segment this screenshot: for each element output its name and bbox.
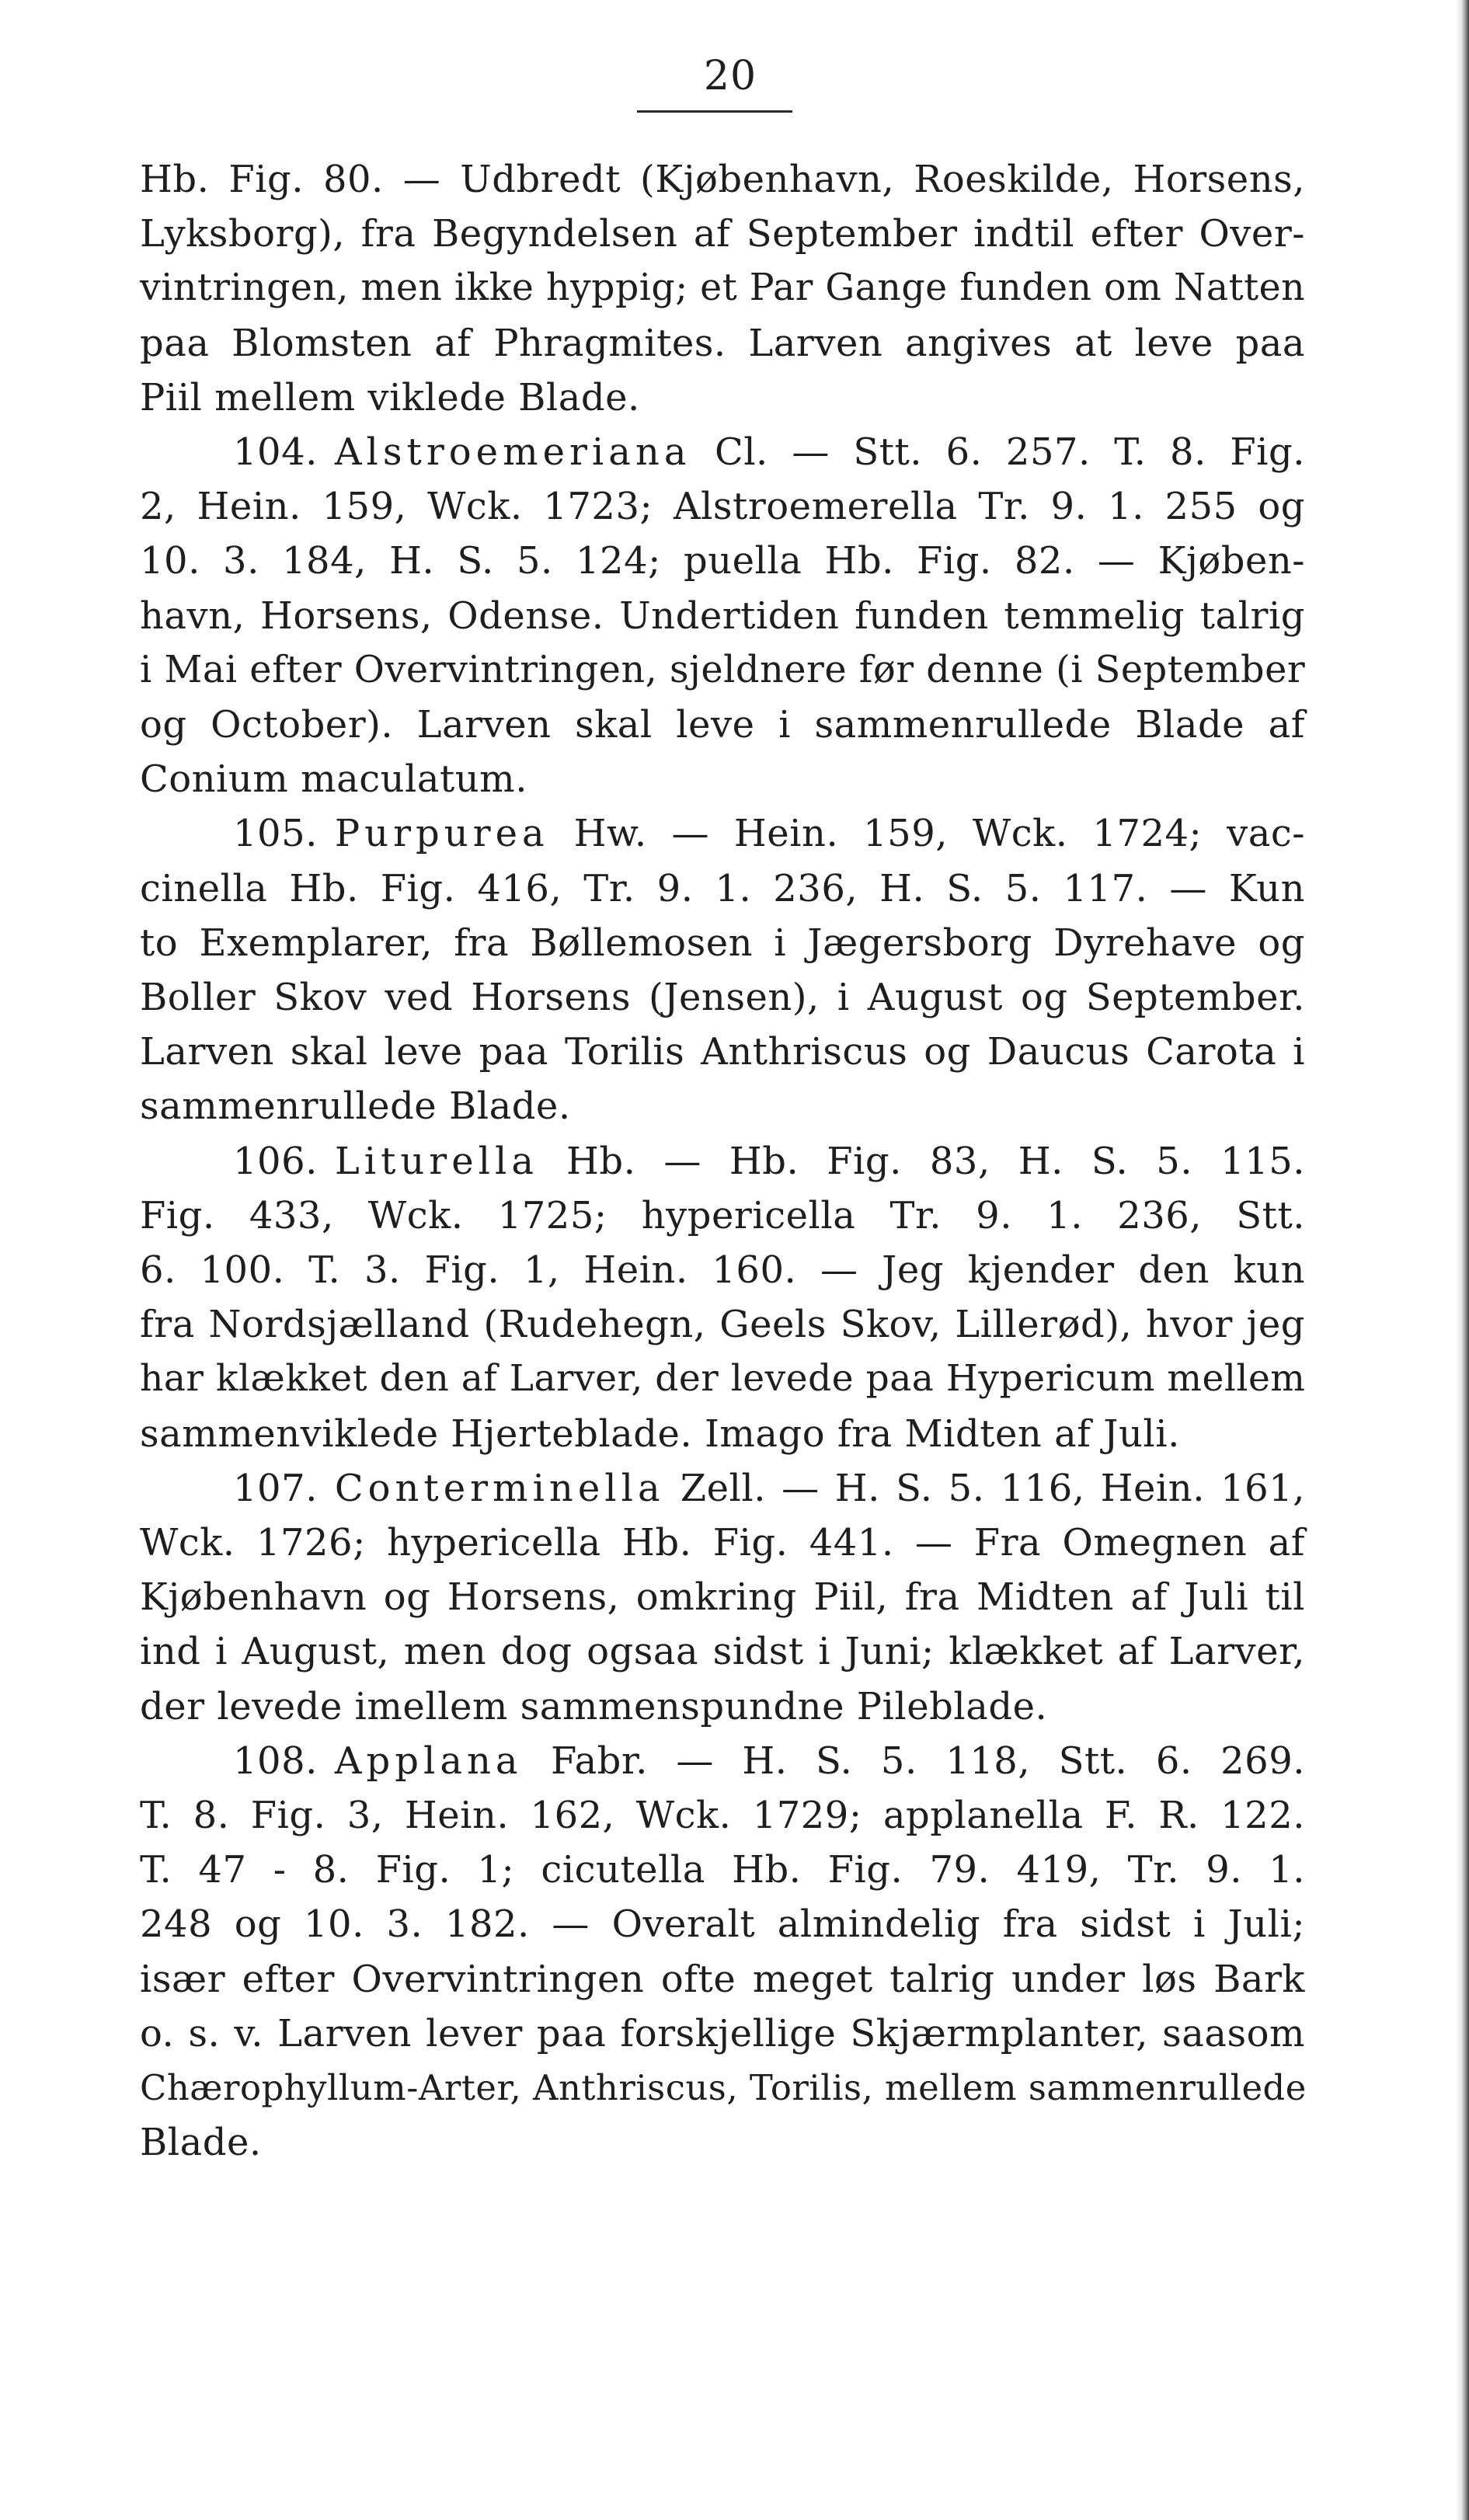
- page-number: 20: [703, 53, 757, 99]
- line-text: Boller Skov ved Horsens (Jensen), i August og September.: [140, 976, 1305, 1019]
- entry-number: 104.: [233, 430, 318, 474]
- text-line: [140, 316, 1305, 371]
- line-text: o. s. v. Larven lever paa forskjellige Skjærmplanter, saasom: [140, 2012, 1305, 2055]
- line-text: Cl. — Stt. 6. 257. T. 8. Fig.: [714, 430, 1306, 474]
- line-text: Kjøbenhavn og Horsens, omkring Piil, fra Midten af Juli til: [140, 1575, 1305, 1619]
- page-number-rule: [637, 110, 792, 113]
- line-text: har klækket den af Larver, der levede paa Hypericum mellem: [140, 1357, 1306, 1400]
- line-text: vintringen, men ikke hyppig; et Par Gange funden om Natten: [140, 266, 1306, 309]
- line-text: i Mai efter Overvintringen, sjeldnere før denne (i September: [140, 649, 1306, 691]
- line-text: 6. 100. T. 3. Fig. 1, Hein. 160. — Jeg kjender den kun: [140, 1248, 1305, 1292]
- line-text: havn, Horsens, Odense. Undertiden funden temmelig talrig: [140, 594, 1305, 638]
- text-line: [140, 1516, 1305, 1570]
- line-text: 10. 3. 184, H. S. 5. 124; puella Hb. Fig. 82. — Kjøben-: [140, 539, 1305, 583]
- line-text: Chærophyllum-Arter, Anthriscus, Torilis, mellem sammenrullede: [140, 2067, 1307, 2108]
- text-line: [140, 1189, 1305, 1243]
- text-line: [140, 479, 1305, 534]
- text-line: [140, 643, 1305, 698]
- species-name: Conterminella: [334, 1467, 665, 1510]
- line-text: to Exemplarer, fra Bøllemosen i Jægersborg Dyrehave og: [140, 921, 1305, 965]
- text-line: [140, 1079, 1305, 1133]
- text-line: [140, 698, 1305, 752]
- species-name: Liturella: [334, 1140, 538, 1183]
- line-text: 248 og 10. 3. 182. — Overalt almindelig fra sidst i Juli;: [140, 1902, 1305, 1946]
- text-line: [140, 261, 1305, 315]
- line-text: Larven skal leve paa Torilis Anthriscus og Daucus Carota i: [140, 1030, 1305, 1074]
- line-text: Fabr. — H. S. 5. 118, Stt. 6. 269.: [551, 1739, 1305, 1783]
- text-line: [140, 1461, 1305, 1516]
- line-text: der levede imellem sammenspundne Pileblade.: [140, 1685, 1048, 1728]
- line-text: Hb. Fig. 80. — Udbredt (Kjøbenhavn, Roeskilde, Horsens,: [140, 158, 1305, 201]
- text-line: [140, 152, 1305, 207]
- text-line: [140, 1788, 1305, 1843]
- line-text: Conium maculatum.: [140, 757, 527, 801]
- species-name: Alstroemeriana: [334, 430, 691, 474]
- text-line: [140, 1297, 1305, 1352]
- line-text: sammenviklede Hjerteblade. Imago fra Midten af Juli.: [140, 1412, 1180, 1456]
- text-line: [140, 806, 1305, 861]
- species-name: Purpurea: [334, 812, 549, 855]
- line-text: Hw. — Hein. 159, Wck. 1724; vac-: [573, 812, 1305, 855]
- text-line: [140, 1243, 1305, 1297]
- line-text: Fig. 433, Wck. 1725; hypericella Tr. 9. 1. 236, Stt.: [140, 1194, 1305, 1237]
- line-text: fra Nordsjælland (Rudehegn, Geels Skov, Lillerød), hvor jeg: [140, 1303, 1305, 1346]
- text-line: [140, 1734, 1305, 1788]
- line-text: især efter Overvintringen ofte meget talrig under løs Bark: [140, 1958, 1305, 2001]
- text-line: [140, 1025, 1305, 1079]
- text-line: [140, 1897, 1305, 1951]
- text-line: [140, 1952, 1305, 2007]
- line-text: sammenrullede Blade.: [140, 1084, 571, 1128]
- line-text: ind i August, men dog ogsaa sidst i Juni; klækket af Larver,: [140, 1630, 1305, 1673]
- page-edge-shadow: [1455, 0, 1469, 2520]
- line-text: Zell. — H. S. 5. 116, Hein. 161,: [680, 1467, 1305, 1510]
- species-name: Applana: [334, 1739, 523, 1783]
- line-text: og October). Larven skal leve i sammenrullede Blade af: [140, 703, 1305, 747]
- text-line: [140, 752, 1305, 806]
- line-text: Wck. 1726; hypericella Hb. Fig. 441. — Fra Omegnen af: [140, 1521, 1305, 1565]
- line-text: T. 47 - 8. Fig. 1; cicutella Hb. Fig. 79. 419, Tr. 9. 1.: [140, 1848, 1305, 1892]
- line-text: cinella Hb. Fig. 416, Tr. 9. 1. 236, H. S. 5. 117. — Kun: [140, 867, 1305, 910]
- text-line: [140, 1843, 1305, 1897]
- line-text: Piil mellem viklede Blade.: [140, 376, 640, 419]
- text-line: [140, 589, 1305, 643]
- entry-number: 107.: [233, 1467, 318, 1510]
- entry-number: 108.: [233, 1739, 318, 1783]
- text-line: [140, 207, 1305, 261]
- text-line: [140, 2061, 1305, 2115]
- text-line: [140, 970, 1305, 1025]
- line-text: 2, Hein. 159, Wck. 1723; Alstroemerella Tr. 9. 1. 255 og: [140, 485, 1305, 528]
- text-line: [140, 1624, 1305, 1679]
- text-line: [140, 1134, 1305, 1189]
- text-line: [140, 371, 1305, 425]
- line-text: Hb. — Hb. Fig. 83, H. S. 5. 115.: [566, 1140, 1305, 1183]
- text-line: [140, 1570, 1305, 1624]
- text-line: [140, 1679, 1305, 1734]
- text-line: [140, 916, 1305, 970]
- text-line: [140, 1352, 1305, 1406]
- text-line: [140, 2007, 1305, 2061]
- line-text: Lyksborg), fra Begyndelsen af September indtil efter Over-: [140, 212, 1305, 256]
- line-text: Blade.: [140, 2121, 262, 2164]
- entry-number: 106.: [233, 1140, 318, 1183]
- line-text: paa Blomsten af Phragmites. Larven angives at leve paa: [140, 322, 1305, 365]
- text-line: [140, 2115, 1305, 2170]
- text-line: [140, 861, 1305, 916]
- entry-number: 105.: [233, 812, 318, 855]
- text-line: [140, 534, 1305, 588]
- text-line: [140, 425, 1305, 479]
- text-line: [140, 1407, 1305, 1461]
- line-text: T. 8. Fig. 3, Hein. 162, Wck. 1729; applanella F. R. 122.: [140, 1794, 1305, 1837]
